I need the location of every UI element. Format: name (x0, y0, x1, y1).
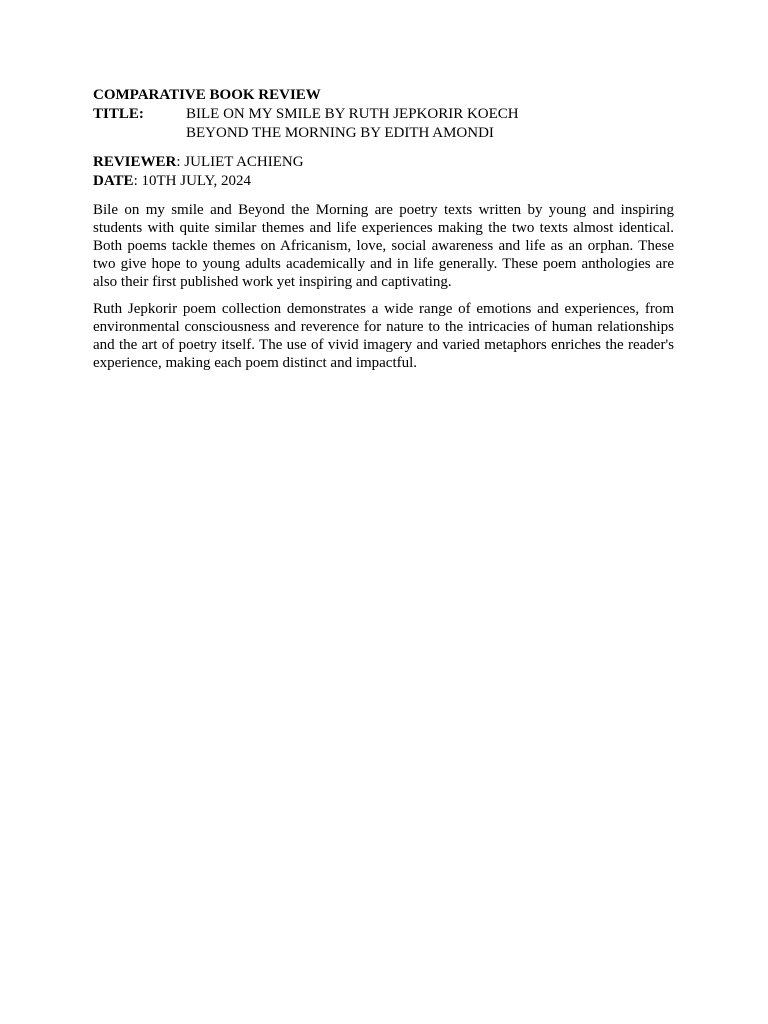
reviewer-label: REVIEWER (93, 154, 177, 170)
book-title-2: BEYOND THE MORNING BY EDITH AMONDI (186, 125, 494, 141)
reviewer-value: : JULIET ACHIENG (176, 154, 304, 170)
document-page (93, 86, 674, 372)
title-block (93, 105, 674, 143)
reviewer-line (93, 153, 674, 172)
paragraph-1: Bile on my smile and Beyond the Morning are poetry texts written by young and inspiring students with quite similar themes and life experiences making the two texts almost identical. Both poems tackle themes on Africanism, love, social awareness and life as an orphan. These two give hope to young adults academically and in life generally. These poem anthologies are also their first published work yet inspiring and captivating. (93, 202, 674, 290)
document-heading: COMPARATIVE BOOK REVIEW (93, 87, 321, 103)
date-label: DATE (93, 173, 134, 189)
book-title-1: BILE ON MY SMILE BY RUTH JEPKORIR KOECH (186, 106, 519, 122)
title-label: TITLE: (93, 106, 144, 122)
paragraph-2: Ruth Jepkorir poem collection demonstrates a wide range of emotions and experiences, from environmental consciousness and reverence for nature to the intricacies of human relationships and the art of poetry itself. The use of vivid imagery and varied metaphors enriches the reader's experience, making each poem distinct and impactful. (93, 301, 674, 371)
title-values (186, 105, 674, 143)
date-value: : 10TH JULY, 2024 (133, 173, 251, 189)
date-line (93, 172, 674, 191)
meta-block (93, 153, 674, 191)
